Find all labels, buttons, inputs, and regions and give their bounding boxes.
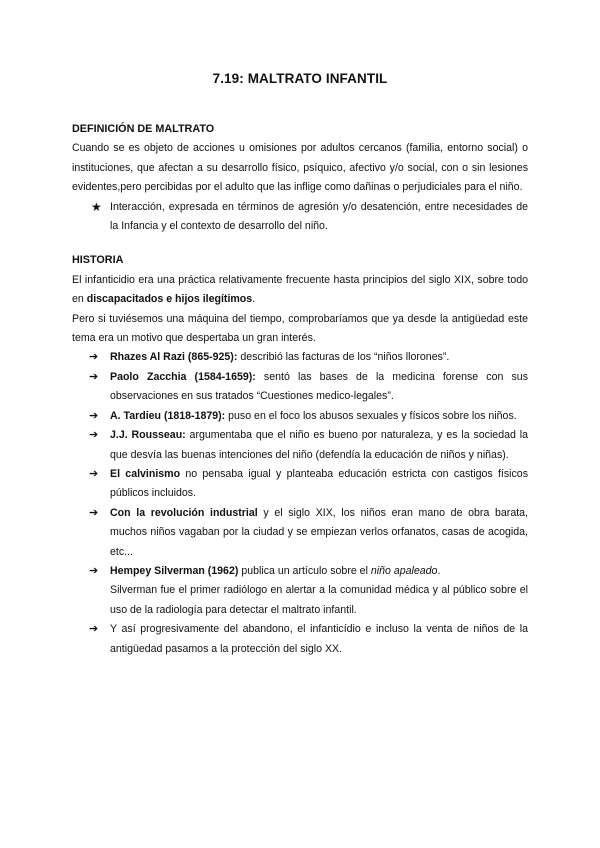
item-bold: J.J. Rousseau: xyxy=(110,429,186,442)
list-item xyxy=(72,198,528,237)
text-run: . xyxy=(252,293,256,306)
item-italic: niño apaleado xyxy=(370,564,438,577)
arrow-bullet-icon: ➔ xyxy=(89,370,99,383)
section-heading-historia: HISTORIA xyxy=(72,254,124,267)
document-body xyxy=(72,120,528,659)
arrow-bullet-icon: ➔ xyxy=(89,467,99,480)
item-text: puso en el foco los abusos sexuales y físicos sobre los niños. xyxy=(225,409,517,422)
item-bold: Rhazes Al Razi (865-925): xyxy=(110,351,238,364)
historia-list xyxy=(72,348,528,659)
star-bullet-icon: ★ xyxy=(91,199,102,214)
arrow-bullet-icon: ➔ xyxy=(89,506,99,519)
item-bold: El calvinismo xyxy=(110,467,181,480)
text-run-bold: discapacitados e hijos ilegítimos xyxy=(86,293,253,306)
list-item xyxy=(72,465,528,504)
arrow-bullet-icon: ➔ xyxy=(89,564,99,577)
list-item xyxy=(72,562,528,620)
item-text: argumentaba que el niño es bueno por naturaleza, y es la sociedad la que desvía las buenas intenciones del niño (defendía la educación de niños y niñas). xyxy=(110,429,528,461)
arrow-bullet-icon: ➔ xyxy=(89,409,99,422)
definicion-list xyxy=(72,198,528,237)
item-text: Y así progresivamente del abandono, el infanticídio e incluso la venta de niños de la antigüedad pasamos a la protección del siglo XX. xyxy=(110,623,528,655)
item-text: describió las facturas de los “niños llorones”. xyxy=(237,351,450,364)
item-text: Silverman fue el primer radiólogo en alertar a la comunidad médica y al público sobre el uso de la radiología para detectar el maltrato infantil. xyxy=(110,584,528,616)
list-item xyxy=(72,407,528,426)
arrow-bullet-icon: ➔ xyxy=(89,429,99,442)
list-item-text: Interacción, expresada en términos de agresión y/o desatención, entre necesidades de la Infancia y el contexto de desarrollo del niño. xyxy=(110,200,528,233)
arrow-bullet-icon: ➔ xyxy=(89,623,99,636)
page-title: 7.19: MALTRATO INFANTIL xyxy=(212,71,388,86)
list-item xyxy=(72,368,528,407)
item-bold: Hempey Silverman (1962) xyxy=(110,564,239,577)
item-bold: Paolo Zacchia (1584-1659): xyxy=(110,370,256,383)
list-item xyxy=(72,348,528,367)
text-run: El infanticidio era una práctica relativamente frecuente hasta principios del siglo XIX, sobre todo en xyxy=(72,273,528,306)
item-text: y el siglo XIX, los niños eran mano de obra barata, muchos niños vagaban por la ciudad y se empiezan verlos orfanatos, casas de acogida, etc... xyxy=(110,506,528,558)
historia-paragraph-1 xyxy=(72,271,528,310)
item-text: sentó las bases de la medicina forense con sus observaciones en sus tratados “Cuestiones medico-legales”. xyxy=(110,370,528,403)
item-text: publica un artículo sobre el xyxy=(238,564,371,577)
section-heading-definicion: DEFINICIÓN DE MALTRATO xyxy=(72,123,215,135)
list-item xyxy=(72,426,528,465)
item-bold: A. Tardieu (1818-1879): xyxy=(110,409,226,422)
list-item xyxy=(72,620,528,659)
item-text: . xyxy=(437,564,441,577)
item-bold: Con la revolución industrial xyxy=(110,506,258,519)
arrow-bullet-icon: ➔ xyxy=(89,351,99,364)
item-text: no pensaba igual y planteaba educación estricta con castigos físicos públicos incluidos. xyxy=(110,467,528,500)
definicion-paragraph: Cuando se es objeto de acciones u omisiones por adultos cercanos (familia, entorno social) o instituciones, que afectan a su desarrollo físico, psíquico, afectivo y/o social, con o sin lesiones evidentes,pero percibidas por el adulto que las inflige como dañinas o perjudiciales para el niño. xyxy=(72,142,528,194)
list-item xyxy=(72,504,528,562)
historia-paragraph-2: Pero si tuviésemos una máquina del tiempo, comprobaríamos que ya desde la antigüedad este tema era un motivo que despertaba un gran interés. xyxy=(72,312,528,345)
